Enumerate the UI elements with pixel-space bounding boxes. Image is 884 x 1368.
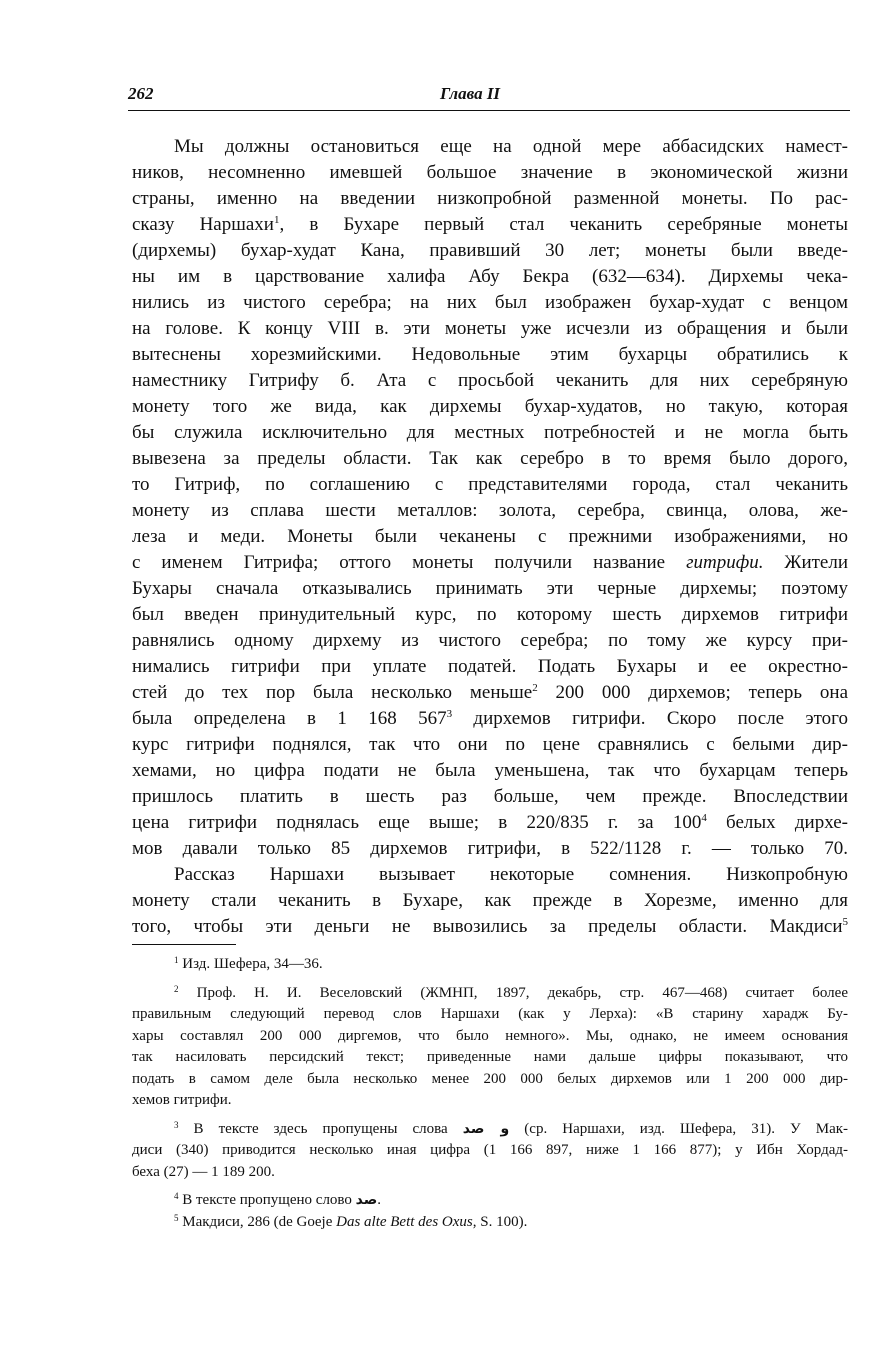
- text-segment: с именем Гитрифа; оттого монеты получили название: [132, 552, 666, 573]
- chapter-title: Глава II: [440, 84, 501, 103]
- footnote-ref: 2: [532, 682, 538, 694]
- main-text: [132, 134, 848, 940]
- arabic-word: صد: [355, 1192, 378, 1208]
- text-segment: , в Бухаре первый стал чеканить серебряные монеты: [279, 214, 848, 235]
- footnote-line: диси (340) приводится несколько иная цифра (1 166 897, ниже 1 166 877); у Ибн Хордад-: [132, 1142, 848, 1158]
- footnote-text: В тексте здесь пропущены слова: [178, 1120, 463, 1137]
- text-line: нимались гитрифи при уплате податей. Подать Бухары и ее окрестно-: [132, 656, 848, 677]
- text-line: монету из сплава шести металлов: золота, серебра, свинца, олова, же-: [132, 500, 848, 521]
- text-segment: 100: [672, 812, 702, 833]
- text-line: ны им в царствование халифа Абу Бекра (632—634). Дирхемы чека-: [132, 266, 848, 287]
- footnote-mark: 5: [174, 1212, 179, 1223]
- text-segment: 200 000 дирхемов; теперь она: [537, 682, 849, 703]
- footnote-mark: 1: [174, 955, 179, 965]
- text-line: нились из чистого серебра; на них был изображен бухар-худат с венцом: [132, 292, 848, 313]
- text-segment: была определена в: [132, 708, 316, 729]
- footnote-rule: [132, 944, 236, 945]
- footnote-text: В тексте пропущено слово: [178, 1192, 356, 1208]
- text-line: на голове. К концу VIII в. эти монеты уже исчезли из обращения и были: [132, 318, 848, 339]
- arabic-word: و صد: [462, 1120, 510, 1137]
- text-line: курс гитрифи поднялся, так что они по цене сравнялись с белыми дир-: [132, 734, 848, 755]
- text-line: [132, 914, 848, 940]
- text-line: то Гитриф, по соглашению с представителями города, стал чеканить: [132, 474, 848, 495]
- text-line: Мы должны остановиться еще на одной мере аббасидских намест-: [174, 136, 848, 157]
- footnote-text: Изд. Шефера, 34—36.: [178, 956, 323, 972]
- text-line: вытеснены хорезмийскими. Недовольные этим бухарцы обратились к: [132, 344, 848, 365]
- text-line: Бухары сначала отказывались принимать эти черные дирхемы; поэтому: [132, 578, 848, 599]
- text-line: [132, 550, 848, 576]
- text-line: (дирхемы) бухар-худат Кана, правивший 30 лет; монеты были введе-: [132, 240, 848, 261]
- text-line: [132, 706, 848, 732]
- text-line: [132, 212, 848, 238]
- text-line: бы служила исключительно для местных потребностей и не могла быть: [132, 422, 848, 443]
- text-line: хемами, но цифра подати не была уменьшена, так что бухарцам теперь: [132, 760, 848, 781]
- text-line: вывезена за пределы области. Так как серебро в то время было дорого,: [132, 448, 848, 469]
- text-segment: того, чтобы эти деньги не вывозились за пределы области. Макдиси: [132, 916, 843, 937]
- footnote-3: [132, 1119, 848, 1141]
- footnote-line: подать в самом деле была несколько менее 200 000 белых дирхемов или 1 200 000 дир-: [132, 1070, 848, 1087]
- text-segment: белых дирхе-: [706, 812, 849, 833]
- text-line: был введен принудительный курс, по которому шесть дирхемов гитрифи: [132, 604, 848, 625]
- text-segment: цена гитрифи поднялась еще выше; в 220/835 г. за: [132, 812, 654, 833]
- running-head: [128, 84, 850, 110]
- footnote-line: правильным следующий перевод слов Наршахи (как у Лерха): «В старину харадж Бу-: [132, 1006, 848, 1022]
- footnote-ref: 4: [701, 812, 707, 824]
- footnote-line: так насиловать персидский текст; приведенные нами дальше цифры показывают, что: [132, 1049, 848, 1065]
- text-line: [132, 680, 848, 706]
- footnote-line: хемов гитрифи.: [132, 1092, 232, 1108]
- footnote-ref: 3: [446, 708, 453, 720]
- footnote-1: [132, 954, 848, 976]
- footnote-ref: 1: [273, 214, 280, 226]
- text-line: [132, 810, 848, 836]
- text-segment: сказу Наршахи: [132, 214, 274, 235]
- footnote-line: хары составлял 200 000 диргемов, что было немного». Мы, однако, не имеем основания: [132, 1027, 848, 1044]
- text-line: монету того же вида, как дирхемы бухар-худатов, но такую, которая: [132, 396, 848, 417]
- footnote-text: Макдиси, 286 (de Goeje: [178, 1213, 337, 1230]
- text-line: ников, несомненно имевшей большое значение в экономической жизни: [132, 162, 848, 183]
- text-line: пришлось платить в шесть раз больше, чем прежде. Впоследствии: [132, 786, 848, 807]
- footnote-5: [132, 1212, 848, 1234]
- footnote-ref: 5: [842, 916, 848, 928]
- text-segment: дирхемов гитрифи. Скоро после этого: [452, 708, 848, 729]
- text-line: наместнику Гитрифу б. Ата с просьбой чеканить для них серебряную: [132, 370, 848, 391]
- book-title: Das alte Bett des Oxus: [336, 1213, 473, 1230]
- text-line: леза и меди. Монеты были чеканены с прежними изображениями, но: [132, 526, 848, 547]
- text-segment: Жители: [763, 552, 849, 573]
- footnote-text: .: [377, 1192, 382, 1208]
- footnote-text: Проф. Н. И. Веселовский (ЖМНП, 1897, декабрь, стр. 467—468) считает более: [178, 984, 848, 1001]
- footnote-4: [132, 1190, 848, 1212]
- text-line: страны, именно на введении низкопробной разменной монеты. По рас-: [132, 188, 848, 209]
- footnote-mark: 3: [174, 1119, 179, 1130]
- footnote-text: , S. 100).: [472, 1213, 528, 1230]
- footnote-mark: 4: [174, 1191, 179, 1201]
- header-rule: [128, 110, 850, 111]
- footnotes: [132, 954, 848, 1233]
- footnote-text: (ср. Наршахи, изд. Шефера, 31). У Мак-: [509, 1120, 849, 1137]
- text-line: равнялись одному дирхему из чистого серебра; по тому же курсу при-: [132, 630, 848, 651]
- text-line: Рассказ Наршахи вызывает некоторые сомнения. Низкопробную: [174, 864, 848, 885]
- text-segment: 1 168 567: [316, 708, 447, 729]
- page-number: 262: [128, 84, 154, 103]
- text-line: мов давали только 85 дирхемов гитрифи, в 522/1128 г. — только 70.: [132, 838, 848, 859]
- footnote-mark: 2: [174, 983, 179, 994]
- footnote-line: беха (27) — 1 189 200.: [132, 1163, 275, 1180]
- footnote-2: [132, 983, 848, 1005]
- text-line: монету стали чеканить в Бухаре, как прежде в Хорезме, именно для: [132, 890, 848, 911]
- text-segment: стей до тех пор была несколько меньше: [132, 682, 533, 703]
- italic-term: гитрифи.: [686, 552, 764, 573]
